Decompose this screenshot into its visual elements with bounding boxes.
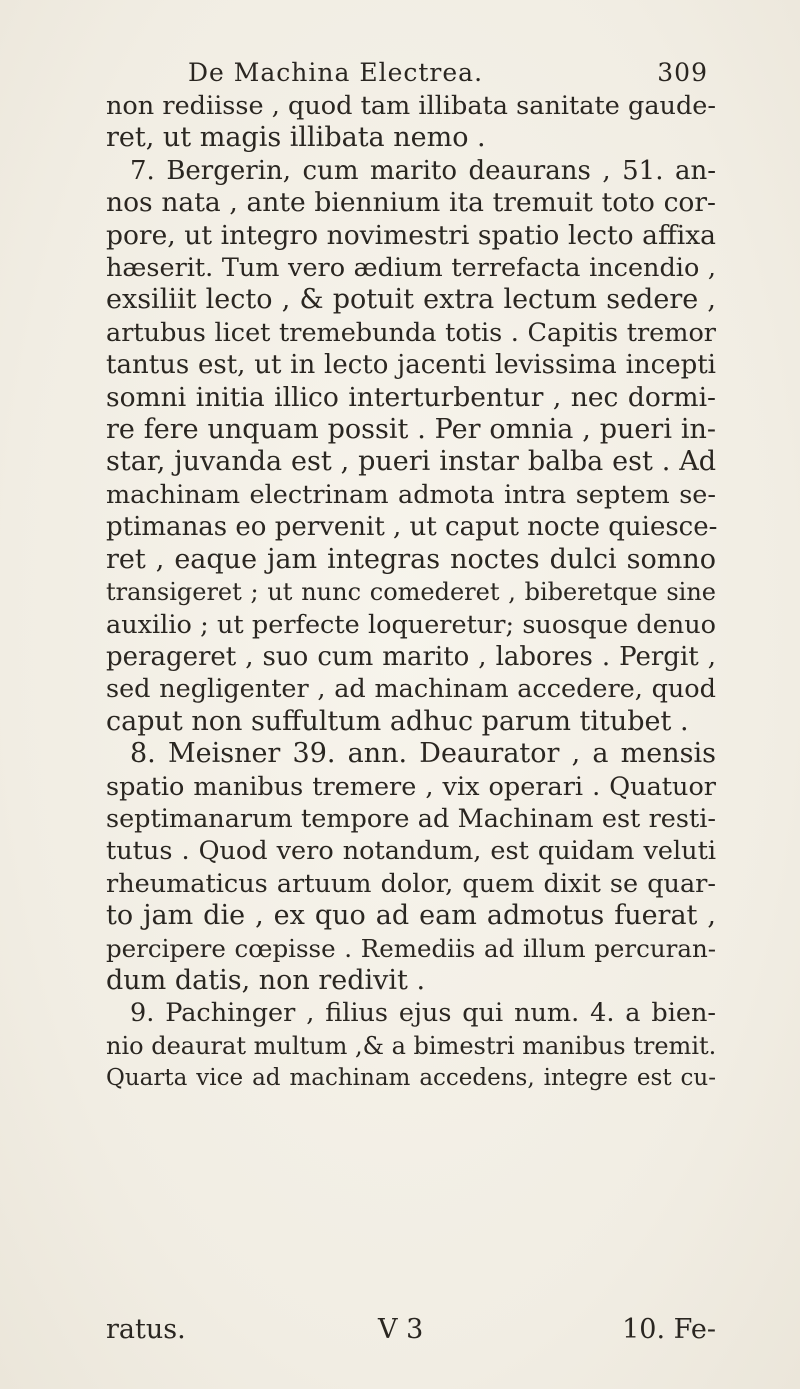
text-line: tutus . Quod vero notandum, est quidam veluti [106,836,716,867]
line-end-text: ratus. [106,1314,186,1345]
case-8-start: 8. Meisner 39. ann. Deaurator , a mensis [130,738,716,770]
signature-mark: V 3 [378,1314,424,1345]
text-line: dum datis, non redivit . [106,964,426,996]
text-line: percipere cœpisse . Remediis ad illum percuran- [106,933,716,963]
page-header [188,58,708,94]
text-line: somni initia illico interturbentur , nec dormi- [106,381,716,413]
text-line: nos nata , ante biennium ita tremuit toto cor- [106,187,716,219]
text-line: transigeret ; ut nunc comederet , biberetque sine [106,578,716,607]
text-line: exsiliit lecto , & potuit extra lectum sedere , [106,284,716,316]
text-line: non rediisse , quod tam illibata sanitate gaude- [106,91,716,121]
text-line: machinam electrinam admota intra septem se- [106,479,716,510]
case-7-start: 7. Bergerin, cum marito deaurans , 51. an- [130,155,716,186]
page-number: 309 [657,58,708,87]
text-line: to jam die , ex quo ad eam admotus fuerat , [106,900,716,932]
text-line: artubus licet tremebunda totis . Capitis tremor [106,317,716,348]
text-line: re fere unquam possit . Per omnia , pueri in- [106,414,716,446]
text-line: tantus est, ut in lecto jacenti levissima incepti [106,350,716,381]
text-line: hæserit. Tum vero ædium terrefacta incendio , [106,253,716,284]
text-line: ret, ut magis illibata nemo . [106,122,486,154]
catchline [106,1314,716,1348]
text-line: caput non suffultum adhuc parum titubet . [106,705,689,737]
text-line: ret , eaque jam integras noctes dulci somno [106,543,716,575]
text-line: nio deaurat multum ,& a bimestri manibus tremit. [106,1031,717,1060]
text-line: auxilio ; ut perfecte loqueretur; suosque denuo [106,609,716,640]
text-line: perageret , suo cum marito , labores . Pergit , [106,641,716,672]
text-line: star, juvanda est , pueri instar balba est . Ad [106,446,716,478]
text-line: spatio manibus tremere , vix operari . Quatuor [106,771,716,802]
body-text [106,90,716,1095]
text-line: septimanarum tempore ad Machinam est resti- [106,803,716,834]
text-line: ptimanas eo pervenit , ut caput nocte quiesce- [106,512,718,543]
catchword: 10. Fe- [622,1314,716,1345]
running-title: De Machina Electrea. [188,58,484,87]
case-9-start: 9. Pachinger , filius ejus qui num. 4. a bien- [130,998,716,1029]
text-line: Quarta vice ad machinam accedens, integre est cu- [106,1065,716,1092]
text-line: sed negligenter , ad machinam accedere, quod [106,674,716,705]
text-line: pore, ut integro novimestri spatio lecto affixa [106,219,716,251]
text-line: rheumaticus artuum dolor, quem dixit se quar- [106,868,716,899]
